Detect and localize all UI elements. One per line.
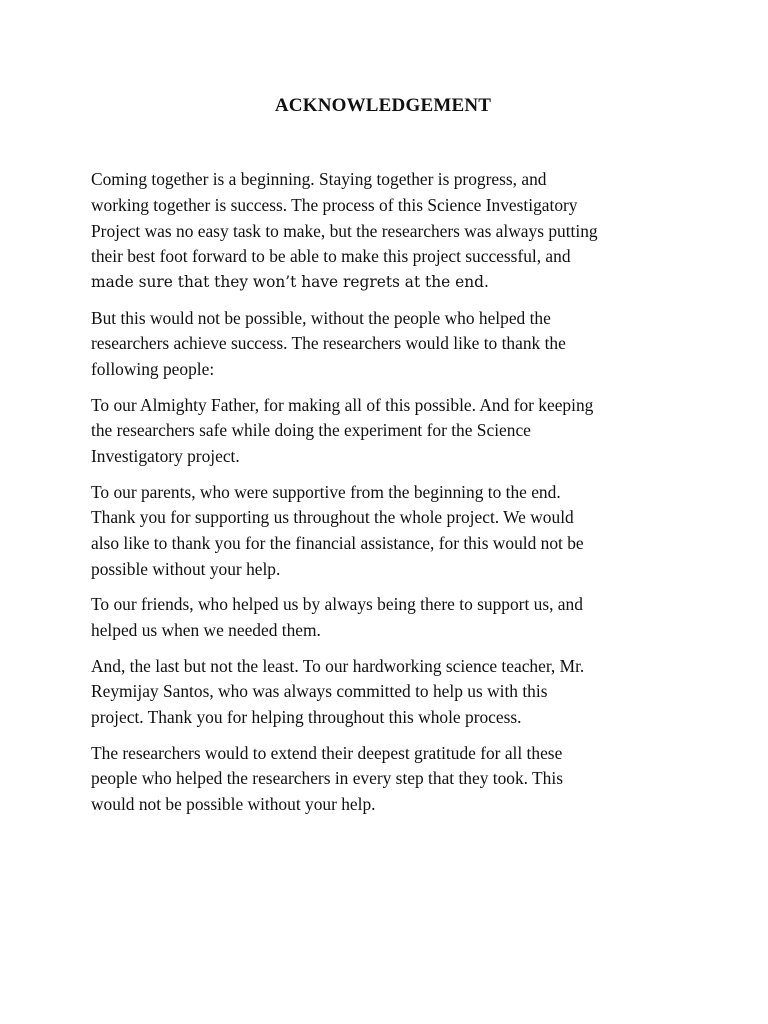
paragraph-intro (91, 167, 691, 296)
paragraph-line: researchers achieve success. The researchers would like to thank the (91, 333, 566, 354)
paragraph-line: To our parents, who were supportive from the beginning to the end. (91, 481, 561, 502)
page-title: ACKNOWLEDGEMENT (274, 95, 492, 116)
paragraph-line: Project was no easy task to make, but the researchers was always putting (91, 220, 598, 241)
paragraph-line: project. Thank you for helping throughout this whole process. (91, 707, 522, 728)
paragraph-parents (91, 480, 691, 583)
paragraph-line: Coming together is a beginning. Staying together is progress, and (91, 169, 547, 189)
paragraph-line: To our Almighty Father, for making all of this possible. And for keeping (91, 394, 594, 415)
paragraph-line: their best foot forward to be able to make this project successful, and (91, 246, 571, 267)
paragraph-line: made sure that they won’t have regrets at the end. (91, 273, 489, 292)
paragraph-friends (91, 592, 691, 644)
paragraph-line: also like to thank you for the financial assistance, for this would not be (91, 533, 584, 554)
paragraph-line: But this would not be possible, without the people who helped the (91, 307, 551, 328)
paragraph-line: possible without your help. (91, 558, 281, 579)
paragraph-line: The researchers would to extend their deepest gratitude for all these (91, 742, 563, 763)
paragraph-line: Reymijay Santos, who was always committed to help us with this (91, 681, 548, 702)
paragraph-line: the researchers safe while doing the experiment for the Science (91, 420, 531, 441)
paragraph-line: working together is success. The process of this Science Investigatory (91, 194, 578, 215)
paragraph-teacher (91, 654, 691, 731)
paragraph-line: And, the last but not the least. To our hardworking science teacher, Mr. (91, 655, 585, 676)
paragraph-line: To our friends, who helped us by always being there to support us, and (91, 594, 583, 615)
paragraph-line: Investigatory project. (91, 446, 240, 467)
paragraph-line: Thank you for supporting us throughout the whole project. We would (91, 507, 574, 528)
paragraph-line: people who helped the researchers in every step that they took. This (91, 768, 563, 789)
paragraph-gratitude (91, 741, 691, 818)
paragraph-thanks-intro (91, 306, 691, 383)
paragraph-line: following people: (91, 359, 215, 380)
document-page (91, 93, 691, 827)
paragraph-line: helped us when we needed them. (91, 620, 321, 641)
paragraph-almighty (91, 393, 691, 470)
paragraph-line: would not be possible without your help. (91, 794, 376, 815)
